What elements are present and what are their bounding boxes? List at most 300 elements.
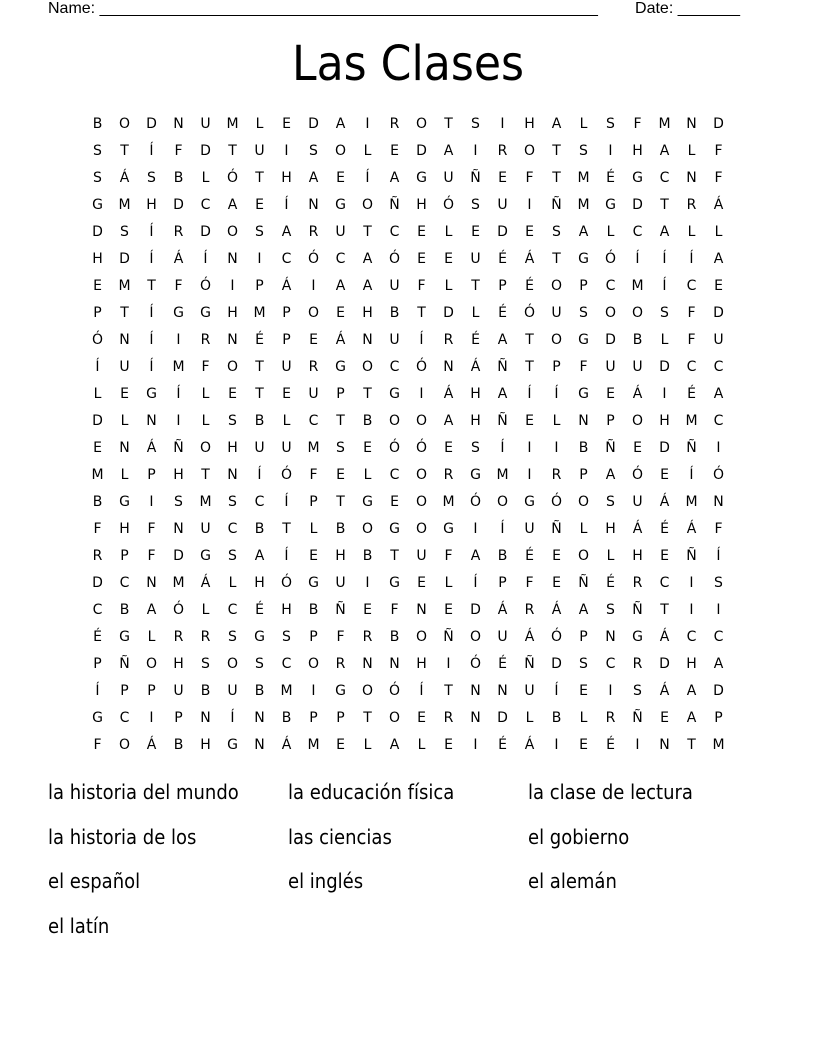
grid-letter: S: [228, 494, 237, 510]
grid-letter: S: [174, 494, 183, 510]
grid-row: [84, 303, 732, 330]
grid-letter: L: [579, 521, 588, 537]
grid-letter: O: [415, 494, 428, 510]
grid-letter: L: [201, 602, 210, 618]
grid-letter: E: [552, 575, 561, 591]
grid-letter: O: [631, 413, 644, 429]
grid-letter: N: [497, 683, 508, 699]
grid-letter: B: [335, 521, 346, 537]
grid-letter: S: [714, 575, 723, 591]
grid-letter: R: [524, 602, 535, 618]
grid-letter: I: [635, 737, 640, 753]
grid-letter: D: [713, 305, 724, 321]
grid-letter: D: [119, 251, 130, 267]
grid-letter: L: [309, 521, 318, 537]
grid-letter: Í: [689, 467, 694, 483]
grid-letter: C: [308, 413, 319, 429]
grid-letter: N: [362, 332, 373, 348]
grid-letter: S: [606, 116, 615, 132]
grid-letter: I: [554, 440, 559, 456]
grid-row: [84, 735, 732, 762]
grid-row: [84, 519, 732, 546]
grid-letter: O: [307, 656, 320, 672]
grid-letter: G: [173, 305, 184, 321]
grid-letter: E: [606, 386, 615, 402]
grid-letter: M: [172, 359, 185, 375]
grid-letter: U: [632, 359, 643, 375]
grid-letter: E: [633, 440, 642, 456]
grid-letter: D: [713, 683, 724, 699]
grid-letter: O: [226, 224, 239, 240]
word-list-item: la historia del mundo: [48, 780, 239, 804]
grid-letter: C: [659, 170, 670, 186]
grid-letter: O: [307, 305, 320, 321]
grid-letter: I: [284, 143, 289, 159]
grid-letter: D: [551, 656, 562, 672]
grid-letter: T: [444, 116, 453, 132]
grid-letter: P: [606, 413, 615, 429]
grid-letter: G: [470, 467, 481, 483]
grid-letter: I: [527, 197, 532, 213]
grid-letter: L: [228, 575, 237, 591]
grid-letter: R: [200, 332, 211, 348]
grid-letter: C: [713, 629, 724, 645]
grid-letter: G: [389, 521, 400, 537]
grid-letter: I: [554, 737, 559, 753]
grid-letter: Á: [524, 251, 535, 267]
grid-letter: G: [389, 386, 400, 402]
grid-letter: Ñ: [632, 710, 643, 726]
grid-letter: S: [606, 494, 615, 510]
grid-letter: C: [605, 278, 616, 294]
grid-letter: O: [415, 116, 428, 132]
grid-letter: A: [686, 683, 697, 699]
grid-letter: G: [362, 494, 373, 510]
grid-letter: R: [362, 629, 373, 645]
grid-letter: G: [632, 629, 643, 645]
grid-letter: B: [551, 710, 562, 726]
grid-letter: E: [390, 143, 399, 159]
grid-letter: I: [257, 251, 262, 267]
grid-letter: R: [605, 710, 616, 726]
grid-letter: H: [470, 413, 481, 429]
grid-letter: H: [173, 656, 184, 672]
grid-letter: D: [443, 305, 454, 321]
grid-letter: B: [362, 548, 373, 564]
grid-letter: L: [525, 710, 534, 726]
grid-letter: A: [686, 710, 697, 726]
grid-letter: T: [471, 278, 480, 294]
grid-letter: S: [471, 197, 480, 213]
word-list-item: el alemán: [528, 869, 617, 893]
grid-letter: R: [497, 143, 508, 159]
grid-letter: M: [118, 197, 131, 213]
grid-letter: R: [308, 224, 319, 240]
grid-letter: S: [471, 116, 480, 132]
grid-letter: Ñ: [578, 575, 589, 591]
grid-letter: I: [419, 386, 424, 402]
grid-letter: P: [309, 629, 318, 645]
grid-letter: D: [497, 224, 508, 240]
grid-letter: R: [173, 629, 184, 645]
grid-letter: P: [93, 305, 102, 321]
grid-letter: F: [174, 278, 183, 294]
grid-letter: Ó: [199, 278, 212, 294]
grid-letter: F: [309, 467, 318, 483]
grid-letter: Í: [149, 332, 154, 348]
grid-letter: D: [659, 656, 670, 672]
grid-letter: A: [389, 170, 400, 186]
grid-letter: T: [147, 278, 156, 294]
grid-letter: S: [147, 170, 156, 186]
grid-letter: C: [227, 602, 238, 618]
grid-letter: E: [309, 332, 318, 348]
grid-letter: Ó: [712, 467, 725, 483]
grid-letter: O: [604, 305, 617, 321]
grid-letter: E: [444, 251, 453, 267]
grid-letter: Á: [551, 602, 562, 618]
grid-letter: I: [662, 386, 667, 402]
grid-letter: C: [686, 278, 697, 294]
grid-letter: P: [282, 332, 291, 348]
grid-letter: É: [606, 575, 615, 591]
grid-letter: E: [498, 170, 507, 186]
grid-letter: E: [336, 467, 345, 483]
grid-letter: D: [659, 359, 670, 375]
grid-row: [84, 411, 732, 438]
grid-letter: A: [713, 251, 724, 267]
grid-letter: A: [335, 116, 346, 132]
grid-letter: U: [254, 143, 265, 159]
grid-letter: G: [416, 170, 427, 186]
grid-letter: N: [227, 467, 238, 483]
grid-letter: Ñ: [497, 359, 508, 375]
grid-letter: M: [577, 170, 590, 186]
grid-letter: U: [470, 251, 481, 267]
grid-letter: Á: [497, 602, 508, 618]
grid-letter: C: [389, 224, 400, 240]
grid-letter: P: [714, 710, 723, 726]
grid-letter: F: [93, 521, 102, 537]
grid-letter: M: [631, 278, 644, 294]
grid-letter: B: [254, 413, 265, 429]
grid-letter: P: [309, 710, 318, 726]
grid-letter: G: [578, 332, 589, 348]
grid-letter: H: [173, 467, 184, 483]
grid-letter: R: [632, 656, 643, 672]
grid-letter: G: [578, 251, 589, 267]
grid-letter: D: [632, 197, 643, 213]
grid-letter: S: [228, 629, 237, 645]
grid-row: [84, 546, 732, 573]
grid-letter: P: [255, 278, 264, 294]
grid-letter: G: [200, 305, 211, 321]
grid-letter: L: [606, 224, 615, 240]
grid-letter: Í: [689, 251, 694, 267]
word-list-item: las ciencias: [288, 824, 392, 849]
grid-letter: N: [227, 251, 238, 267]
grid-letter: G: [335, 683, 346, 699]
grid-letter: B: [362, 413, 373, 429]
grid-letter: U: [254, 440, 265, 456]
grid-letter: O: [118, 116, 131, 132]
grid-letter: E: [660, 548, 669, 564]
grid-letter: A: [497, 332, 508, 348]
grid-letter: L: [687, 143, 696, 159]
grid-letter: B: [173, 170, 184, 186]
grid-letter: T: [444, 683, 453, 699]
grid-row: [84, 141, 732, 168]
grid-letter: U: [713, 332, 724, 348]
word-list-item: el gobierno: [528, 824, 630, 849]
grid-letter: O: [577, 494, 590, 510]
grid-letter: R: [686, 197, 697, 213]
grid-row: [84, 330, 732, 357]
grid-letter: T: [552, 143, 561, 159]
grid-letter: D: [470, 602, 481, 618]
grid-letter: D: [92, 413, 103, 429]
grid-letter: C: [713, 359, 724, 375]
grid-letter: Í: [149, 305, 154, 321]
grid-letter: L: [201, 386, 210, 402]
grid-letter: U: [416, 548, 427, 564]
grid-letter: N: [119, 440, 130, 456]
grid-letter: H: [119, 521, 130, 537]
grid-letter: R: [173, 224, 184, 240]
grid-letter: B: [200, 683, 211, 699]
grid-letter: E: [444, 737, 453, 753]
grid-letter: N: [200, 710, 211, 726]
grid-letter: L: [147, 629, 156, 645]
grid-letter: Í: [419, 332, 424, 348]
grid-letter: G: [389, 575, 400, 591]
grid-letter: P: [93, 656, 102, 672]
grid-letter: B: [308, 602, 319, 618]
grid-letter: D: [659, 440, 670, 456]
grid-letter: G: [632, 170, 643, 186]
grid-letter: M: [280, 683, 293, 699]
grid-letter: H: [470, 386, 481, 402]
grid-letter: N: [389, 656, 400, 672]
grid-letter: F: [444, 548, 453, 564]
grid-letter: I: [689, 575, 694, 591]
grid-letter: L: [660, 332, 669, 348]
grid-letter: U: [281, 440, 292, 456]
grid-letter: Ó: [415, 440, 428, 456]
grid-letter: E: [660, 467, 669, 483]
grid-letter: B: [578, 440, 589, 456]
grid-letter: E: [471, 224, 480, 240]
grid-letter: H: [254, 575, 265, 591]
grid-letter: Í: [149, 251, 154, 267]
grid-letter: É: [606, 170, 615, 186]
grid-letter: E: [444, 602, 453, 618]
grid-letter: M: [307, 737, 320, 753]
grid-letter: U: [227, 683, 238, 699]
grid-letter: Ó: [226, 170, 239, 186]
grid-letter: Í: [284, 494, 289, 510]
grid-letter: L: [579, 116, 588, 132]
grid-letter: Ñ: [470, 170, 481, 186]
grid-letter: A: [254, 548, 265, 564]
grid-letter: O: [631, 305, 644, 321]
grid-letter: S: [228, 548, 237, 564]
grid-letter: Ó: [442, 197, 455, 213]
grid-letter: É: [471, 332, 480, 348]
grid-letter: L: [201, 413, 210, 429]
grid-letter: Ñ: [524, 656, 535, 672]
grid-letter: Í: [365, 170, 370, 186]
grid-letter: L: [201, 170, 210, 186]
grid-letter: M: [199, 494, 212, 510]
grid-letter: Á: [281, 278, 292, 294]
grid-letter: Í: [284, 548, 289, 564]
grid-letter: Í: [203, 251, 208, 267]
grid-letter: H: [686, 656, 697, 672]
grid-row: [84, 384, 732, 411]
grid-letter: O: [523, 143, 536, 159]
grid-letter: E: [417, 575, 426, 591]
grid-letter: D: [200, 143, 211, 159]
grid-letter: Á: [686, 521, 697, 537]
grid-row: [84, 573, 732, 600]
grid-letter: Ó: [523, 305, 536, 321]
grid-letter: P: [120, 683, 129, 699]
grid-letter: U: [551, 305, 562, 321]
grid-row: [84, 627, 732, 654]
grid-letter: C: [605, 656, 616, 672]
grid-letter: E: [363, 602, 372, 618]
grid-letter: Ñ: [632, 602, 643, 618]
grid-row: [84, 249, 732, 276]
grid-letter: N: [146, 575, 157, 591]
grid-row: [84, 276, 732, 303]
grid-letter: É: [525, 278, 534, 294]
grid-letter: S: [660, 305, 669, 321]
grid-letter: P: [579, 467, 588, 483]
grid-letter: N: [470, 710, 481, 726]
grid-letter: Á: [443, 386, 454, 402]
grid-letter: F: [93, 737, 102, 753]
grid-letter: H: [605, 521, 616, 537]
grid-letter: N: [173, 116, 184, 132]
grid-letter: É: [255, 332, 264, 348]
grid-letter: G: [92, 710, 103, 726]
grid-letter: U: [389, 278, 400, 294]
grid-letter: R: [335, 656, 346, 672]
grid-letter: A: [362, 278, 373, 294]
grid-row: [84, 168, 732, 195]
grid-letter: Á: [173, 251, 184, 267]
grid-row: [84, 357, 732, 384]
grid-letter: É: [687, 386, 696, 402]
grid-letter: F: [714, 521, 723, 537]
grid-letter: A: [443, 143, 454, 159]
grid-letter: O: [361, 359, 374, 375]
grid-letter: I: [608, 143, 613, 159]
grid-letter: L: [363, 143, 372, 159]
grid-letter: S: [471, 440, 480, 456]
grid-letter: G: [119, 494, 130, 510]
grid-letter: G: [605, 197, 616, 213]
grid-letter: A: [389, 737, 400, 753]
grid-letter: L: [255, 116, 264, 132]
grid-letter: N: [416, 602, 427, 618]
grid-letter: P: [579, 278, 588, 294]
grid-letter: G: [578, 386, 589, 402]
grid-letter: N: [443, 359, 454, 375]
grid-letter: C: [200, 197, 211, 213]
grid-letter: S: [579, 143, 588, 159]
grid-letter: T: [525, 332, 534, 348]
grid-letter: I: [176, 332, 181, 348]
grid-letter: U: [632, 494, 643, 510]
grid-letter: H: [92, 251, 103, 267]
grid-letter: M: [307, 440, 320, 456]
grid-letter: Í: [419, 683, 424, 699]
grid-letter: U: [335, 224, 346, 240]
grid-letter: B: [632, 332, 643, 348]
grid-letter: L: [579, 710, 588, 726]
grid-letter: I: [230, 278, 235, 294]
grid-letter: Á: [281, 737, 292, 753]
grid-row: [84, 465, 732, 492]
grid-letter: T: [552, 251, 561, 267]
grid-letter: N: [146, 413, 157, 429]
grid-letter: E: [228, 386, 237, 402]
header: [48, 0, 740, 20]
grid-letter: Í: [95, 683, 100, 699]
grid-letter: E: [525, 413, 534, 429]
grid-letter: Ñ: [119, 656, 130, 672]
grid-letter: U: [281, 359, 292, 375]
grid-letter: Ñ: [605, 440, 616, 456]
grid-letter: I: [689, 602, 694, 618]
grid-letter: N: [686, 116, 697, 132]
grid-letter: E: [417, 710, 426, 726]
grid-letter: C: [659, 575, 670, 591]
grid-letter: O: [415, 629, 428, 645]
grid-letter: D: [173, 197, 184, 213]
grid-letter: P: [174, 710, 183, 726]
grid-letter: L: [282, 413, 291, 429]
grid-letter: T: [228, 143, 237, 159]
grid-letter: A: [578, 602, 589, 618]
grid-letter: H: [281, 170, 292, 186]
grid-letter: T: [255, 386, 264, 402]
grid-letter: L: [687, 224, 696, 240]
grid-letter: É: [255, 602, 264, 618]
grid-letter: Á: [659, 629, 670, 645]
grid-letter: Ó: [172, 602, 185, 618]
grid-letter: U: [443, 170, 454, 186]
grid-letter: Í: [500, 440, 505, 456]
grid-letter: P: [579, 629, 588, 645]
grid-letter: A: [713, 656, 724, 672]
grid-row: [84, 222, 732, 249]
grid-letter: Ó: [91, 332, 104, 348]
grid-letter: Ó: [280, 467, 293, 483]
grid-letter: H: [632, 548, 643, 564]
grid-letter: H: [200, 737, 211, 753]
grid-letter: S: [282, 629, 291, 645]
grid-letter: A: [605, 467, 616, 483]
grid-letter: C: [686, 629, 697, 645]
grid-row: [84, 708, 732, 735]
grid-letter: Í: [95, 359, 100, 375]
grid-letter: T: [525, 359, 534, 375]
grid-letter: D: [497, 710, 508, 726]
